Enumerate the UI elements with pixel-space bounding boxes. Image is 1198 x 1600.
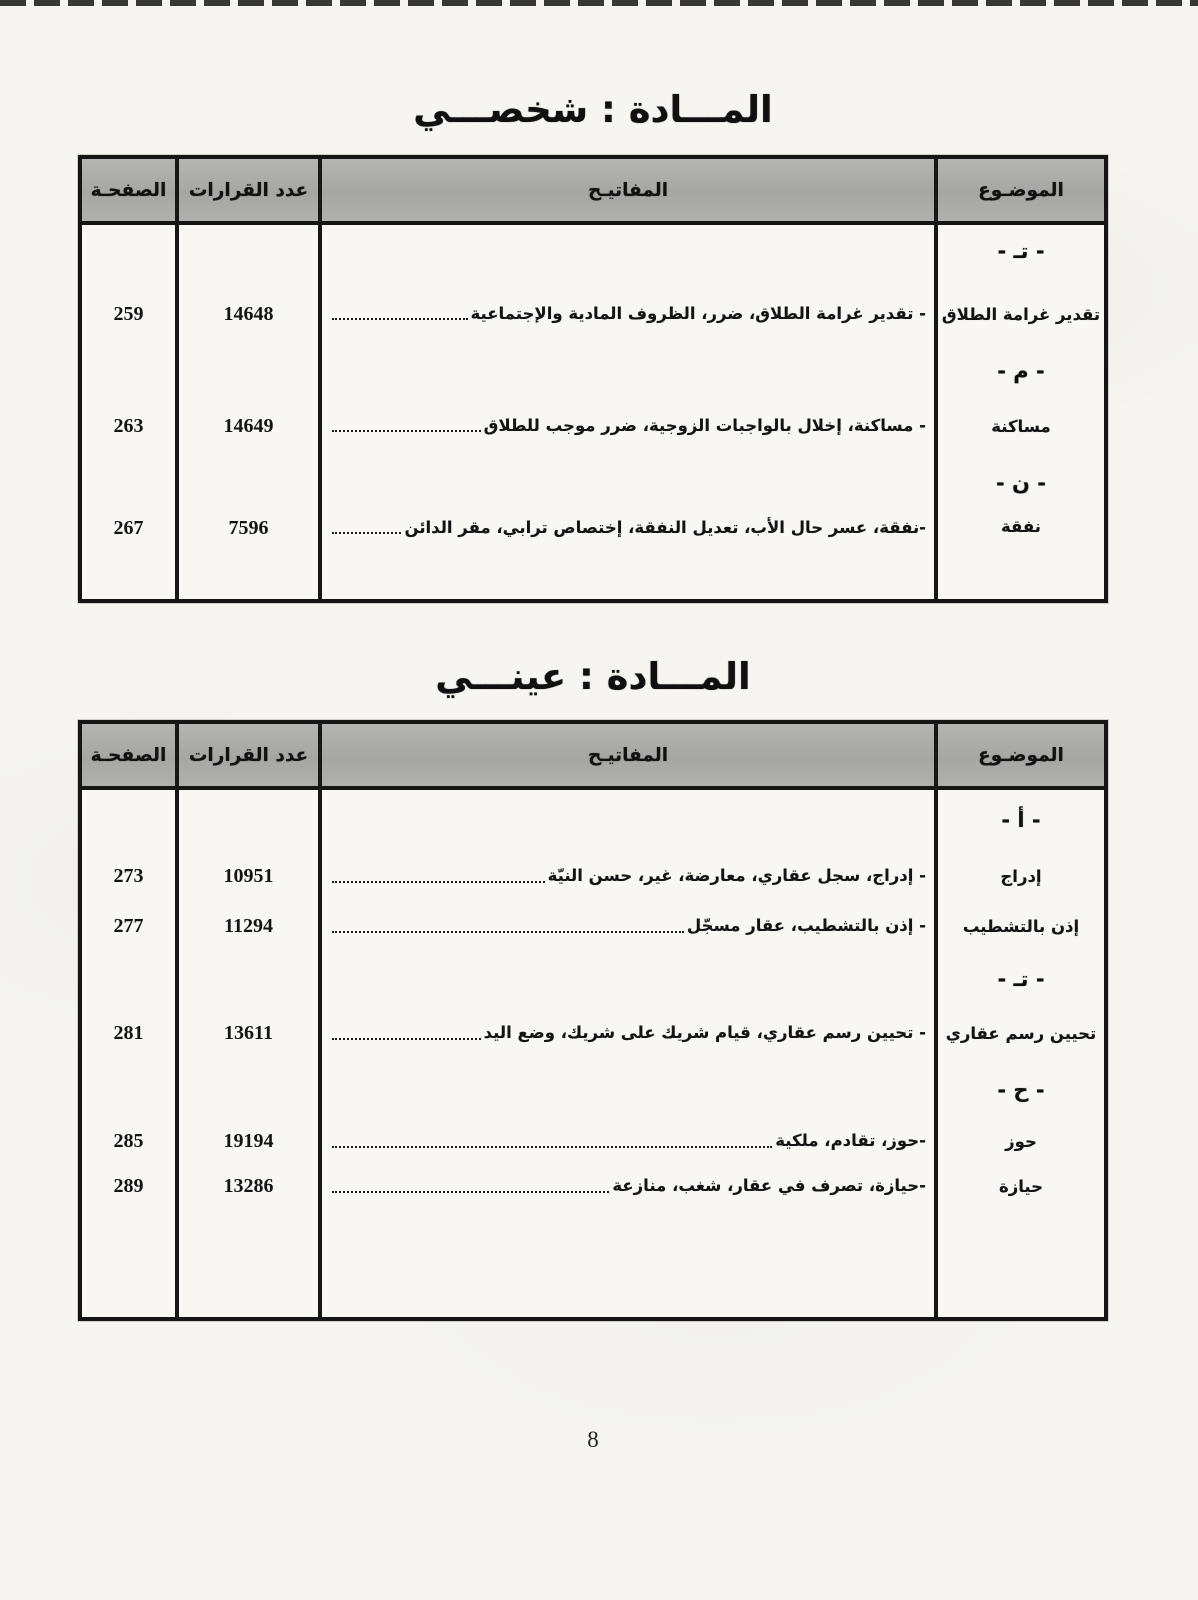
dotted-leader [332, 430, 481, 432]
letter-heading: - ح - [997, 1078, 1045, 1102]
table-row [82, 1163, 1104, 1210]
decision-number-value: 7596 [228, 517, 269, 539]
header-page: الصفحـة [90, 179, 167, 201]
keys-text: -حوز، تقادم، ملكية [775, 1131, 926, 1151]
header-page: الصفحـة [90, 744, 167, 766]
table-row [82, 277, 1104, 351]
subject-text: إدراج [1000, 867, 1042, 886]
decision-number-value: 14649 [223, 414, 274, 437]
keys-text: - مساكنة، إخلال بالواجبات الزوجية، ضرر موجب للطلاق [483, 415, 926, 435]
table-row [82, 1120, 1104, 1163]
column-divider [934, 159, 938, 599]
subject-text: تقدير غرامة الطلاق [941, 304, 1101, 324]
letter-row [82, 225, 1104, 277]
letter-row [82, 950, 1104, 1007]
keys-text: -حيازة، تصرف في عقار، شغب، منازعة [612, 1176, 926, 1196]
keys-text: - تحيين رسم عقاري، قيام شريك على شريك، وضع اليد [483, 1023, 926, 1043]
page-number-value: 273 [113, 865, 144, 887]
page-number-value: 277 [113, 915, 144, 937]
header-decisions-count: عدد القرارات [188, 744, 309, 766]
subject-text: نفقة [1001, 517, 1041, 536]
dotted-leader [332, 318, 468, 320]
page-number-value: 281 [113, 1022, 144, 1044]
table-row [82, 1007, 1104, 1060]
decision-number-value: 13286 [223, 1175, 274, 1197]
letter-row [82, 1060, 1104, 1120]
table-row [82, 391, 1104, 461]
table-row [82, 903, 1104, 950]
decision-number-value: 11294 [224, 915, 273, 937]
header-subject: الموضـوع [978, 179, 1064, 201]
table-header-row [82, 724, 1104, 790]
dotted-leader [332, 931, 684, 933]
section-title-personal: المـــادة : شخصـــي [413, 88, 773, 131]
header-keys: المفاتيـح [587, 744, 669, 766]
decision-number-value: 10951 [223, 865, 274, 887]
column-divider [934, 724, 938, 1317]
dotted-leader [332, 1191, 609, 1193]
letter-heading: - م - [997, 359, 1045, 383]
keys-text: - إدراج، سجل عقاري، معارضة، غير، حسن النيّة [547, 866, 926, 886]
decision-number-value: 19194 [223, 1130, 274, 1152]
section-title-real: المـــادة : عينـــي [435, 655, 751, 698]
subject-text: حيازة [998, 1177, 1044, 1196]
table-body [82, 225, 1104, 599]
letter-heading: - أ - [1001, 808, 1041, 832]
dotted-leader [332, 881, 545, 883]
subject-text: مساكنة [991, 416, 1051, 436]
letter-row [82, 461, 1104, 505]
dotted-leader [332, 1038, 481, 1040]
table-row [82, 505, 1104, 599]
table-row [82, 850, 1104, 903]
decision-number-value: 13611 [224, 1022, 273, 1044]
page-content [78, 0, 1108, 1453]
page-number-value: 263 [113, 414, 144, 437]
subject-text: إذن بالتشطيب [962, 917, 1080, 936]
page-number-value: 259 [113, 302, 144, 325]
letter-heading: - تـ - [997, 239, 1045, 263]
keys-text: - إذن بالتشطيب، عقار مسجّل [686, 916, 926, 936]
letter-heading: - ن - [996, 471, 1046, 495]
dotted-leader [332, 1146, 772, 1148]
keys-text: -نفقة، عسر حال الأب، تعديل النفقة، إختصاص ترابي، مقر الدائن [404, 518, 926, 537]
dotted-leader [332, 532, 401, 534]
letter-row [82, 351, 1104, 391]
column-divider [175, 724, 179, 1317]
letter-row [82, 790, 1104, 850]
header-subject: الموضـوع [978, 744, 1064, 766]
subject-text: حوز [1005, 1132, 1037, 1151]
page-number-value: 285 [113, 1130, 144, 1152]
decision-number-value: 14648 [223, 302, 274, 325]
keys-text: - تقدير غرامة الطلاق، ضرر، الظروف المادية والإجتماعية [470, 303, 926, 323]
table-header-row [82, 159, 1104, 225]
letter-heading: - تـ - [997, 966, 1045, 991]
column-divider [318, 159, 322, 599]
index-table-personal [78, 155, 1108, 603]
page-footer-number: 8 [587, 1427, 599, 1452]
header-keys: المفاتيـح [587, 179, 669, 201]
page-number-value: 267 [113, 517, 144, 539]
page-number-value: 289 [113, 1175, 144, 1197]
index-table-real [78, 720, 1108, 1321]
column-divider [318, 724, 322, 1317]
header-decisions-count: عدد القرارات [188, 179, 309, 201]
table-body [82, 790, 1104, 1317]
subject-text: تحيين رسم عقاري [945, 1024, 1097, 1043]
column-divider [175, 159, 179, 599]
